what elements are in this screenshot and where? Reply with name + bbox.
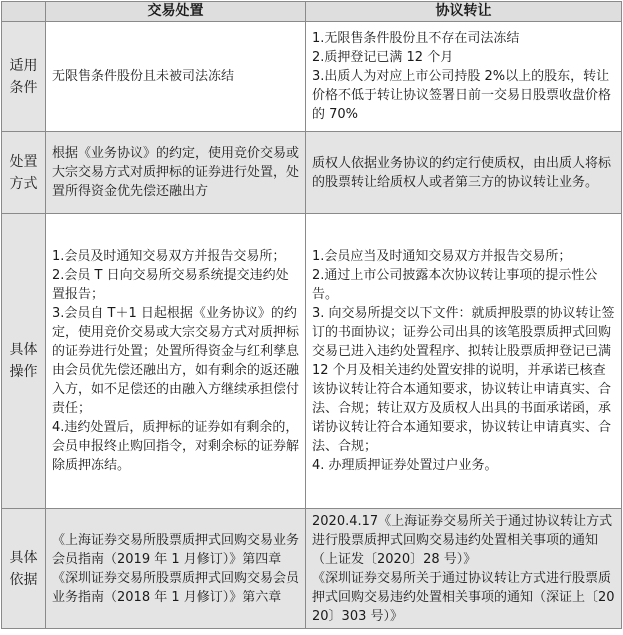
cell-paragraph: 2.质押登记已满 12 个月 bbox=[312, 50, 454, 65]
cell-transfer-operation bbox=[306, 214, 622, 509]
cell-trade-conditions bbox=[46, 22, 306, 132]
row-label-text: 具体 操作 bbox=[9, 342, 38, 380]
cell-paragraph: 2020.4.17《上海证券交易所关于通过协议转让方式进行股票质押式回购交易违约处置相关事项的通知（上证发〔2020〕28 号）》 bbox=[312, 513, 613, 567]
cell-paragraph: 3. 向交易所提交以下文件：就质押股票的协议转让签订的书面协议；证券公司出具的该笔股票质押式回购交易已进入违约处置程序、拟转让股票质押登记已满 12 个月及相关违约处置安排的说明，并承诺已核查该协议转让符合本通知要求，协议转让申请真实、合法、合规；转让双方及质权人出具的书面承诺函，承诺协议转让符合本通知要求，协议转让申请真实、合法、合规； bbox=[312, 306, 615, 454]
cell-paragraph: 1.会员应当及时通知交易双方并报告交易所； bbox=[312, 249, 572, 264]
header-row bbox=[2, 2, 622, 22]
cell-paragraph: 2.会员 T 日向交易所交易系统提交违约处置报告； bbox=[52, 268, 289, 302]
cell-transfer-basis bbox=[306, 509, 622, 629]
cell-paragraph: 《深圳证券交易所关于通过协议转让方式进行股票质押式回购交易违约处置相关事项的通知（深证上〔2020〕303 号）》 bbox=[312, 570, 615, 624]
cell-trade-operation bbox=[46, 214, 306, 509]
row-label-text: 处置 方式 bbox=[9, 153, 38, 192]
row-label-method bbox=[2, 132, 46, 214]
comparison-table bbox=[1, 1, 622, 629]
cell-trade-basis bbox=[46, 509, 306, 629]
row-specific-operation bbox=[2, 214, 622, 509]
cell-trade-method bbox=[46, 132, 306, 214]
row-label-text: 适用 条件 bbox=[9, 57, 38, 96]
cell-paragraph: 1.无限售条件股份且不存在司法冻结 bbox=[312, 31, 520, 46]
cell-paragraph: 根据《业务协议》的约定，使用竞价交易或大宗交易方式对质押标的证券进行处置，处置所得资金优先偿还融出方 bbox=[52, 146, 300, 199]
cell-paragraph: 2.通过上市公司披露本次协议转让事项的提示性公告。 bbox=[312, 268, 598, 302]
cell-transfer-conditions bbox=[306, 22, 622, 132]
cell-paragraph: 《上海证券交易所股票质押式回购交易业务会员指南（2019 年 1 月修订）》第四章 bbox=[52, 532, 300, 567]
header-trade-disposal: 交易处置 bbox=[46, 2, 306, 22]
cell-paragraph: 1.会员及时通知交易双方并报告交易所； bbox=[52, 249, 286, 264]
header-agreement-transfer: 协议转让 bbox=[306, 2, 622, 22]
header-corner-cell bbox=[2, 2, 46, 22]
cell-paragraph: 4. 办理质押证券处置过户业务。 bbox=[312, 458, 498, 473]
cell-paragraph: 质权人依据业务协议的约定行使质权，由出质人将标的股票转让给质权人或者第三方的协议转让业务。 bbox=[312, 155, 612, 190]
cell-paragraph: 4.违约处置后，质押标的证券如有剩余的，会员申报终止购回指令，对剩余标的证券解除质押冻结。 bbox=[52, 420, 300, 473]
row-applicable-conditions bbox=[2, 22, 622, 132]
cell-transfer-method bbox=[306, 132, 622, 214]
row-label-basis bbox=[2, 509, 46, 629]
row-disposal-method bbox=[2, 132, 622, 214]
row-label-conditions bbox=[2, 22, 46, 132]
row-specific-basis bbox=[2, 509, 622, 629]
cell-paragraph: 3.会员自 T＋1 日起根据《业务协议》的约定，使用竞价交易或大宗交易方式对质押标的证券进行处置；处置所得资金与红利孳息由会员优先偿还融出方，如有剩余的返还融入方，如不足偿还的由融入方继续承担偿付责任； bbox=[52, 306, 300, 416]
row-label-operation bbox=[2, 214, 46, 509]
cell-paragraph: 《深圳证券交易所股票质押式回购交易会员业务指南（2018 年 1 月修订）》第六章 bbox=[52, 570, 300, 605]
row-label-text: 具体 依据 bbox=[9, 549, 38, 588]
cell-paragraph: 无限售条件股份且未被司法冻结 bbox=[52, 69, 235, 84]
cell-paragraph: 3.出质人为对应上市公司持股 2%以上的股东，转让价格不低于转让协议签署日前一交易日股票收盘价格的 70% bbox=[312, 69, 612, 122]
